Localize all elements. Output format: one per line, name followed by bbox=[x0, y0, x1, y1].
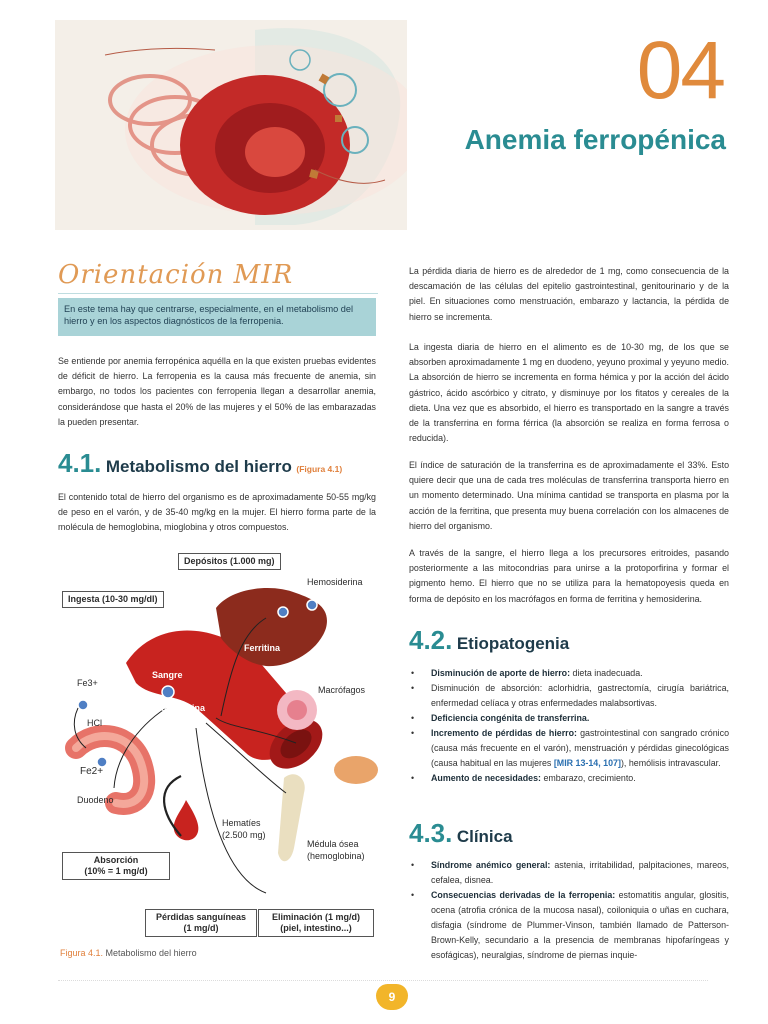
section-4-3-heading bbox=[409, 818, 513, 849]
label-ferritina: Ferritina bbox=[244, 643, 281, 653]
chapter-number: 04 bbox=[636, 25, 724, 116]
list-item: • Incremento de pérdidas de hierro: gastrointestinal con sangrado crónico (causa más frecuente en el varón), menstruación y pérdidas ginecológicas (causa habitual en las mujeres [MIR 13-14, 107]), hemólisis intravascular. bbox=[409, 726, 729, 771]
right-paragraph-3: El índice de saturación de la transferrina es de aproximadamente el 33%. Esto quiere decir que una de cada tres moléculas de transferrina transporta hierro en un momento determinado. Una mínima cantidad se transporta en plasma por la acción de la ferritina, que presenta muy buena correlación con los almacenes de hierro del organismo. bbox=[409, 460, 729, 531]
section-4-1-heading bbox=[58, 448, 342, 479]
list-item: • Aumento de necesidades: embarazo, crecimiento. bbox=[409, 771, 729, 786]
page-number-badge: 9 bbox=[376, 984, 408, 1010]
chapter-title: Anemia ferropénica bbox=[464, 124, 726, 155]
label-fe3: Fe3+ bbox=[77, 678, 98, 688]
list-item: • Síndrome anémico general: astenia, irritabilidad, palpitaciones, mareos, cefalea, disnea. bbox=[409, 858, 729, 888]
label-hematies: Hematíes (2.500 mg) bbox=[222, 818, 266, 840]
orientation-heading: Orientación MIR bbox=[58, 260, 294, 290]
section-title: Clínica bbox=[456, 827, 513, 846]
figure-caption bbox=[60, 948, 197, 958]
label-absorcion: Absorción (10% = 1 mg/d) bbox=[62, 852, 170, 880]
figure-reference: (Figura 4.1) bbox=[296, 464, 343, 474]
label-eliminacion: Eliminación (1 mg/d) (piel, intestino...) bbox=[258, 909, 374, 937]
right-paragraph-4: A través de la sangre, el hierro llega a los precursores eritroides, pasando posteriormente a las mitocondrias para unirse a la protoporfirina y formar el pigmento hemo. El hierro que no se utiliza para la hematopoyesis queda en forma de depósito en los macrófagos en forma de ferritina y hemosiderina. bbox=[409, 548, 729, 604]
label-duodeno: Duodeno bbox=[77, 795, 114, 805]
list-item: • Consecuencias derivadas de la ferropenia: estomatitis angular, glositis, ocena (atrofia crónica de la mucosa nasal), coiloniquia o uñas en cuchara, disfagia (síndrome de Plummer-Vinson, también llamado de Patterson-Brown-Kelly, secundario a la presencia de membranas hipofaríngeas y esofágicas), neuralgias, síndrome de piernas inquie- bbox=[409, 888, 729, 963]
label-macrofagos: Macrófagos bbox=[318, 685, 366, 695]
section-number: 4.1. bbox=[58, 448, 102, 478]
caption-text: Metabolismo del hierro bbox=[103, 948, 197, 958]
label-sangre: Sangre bbox=[152, 670, 183, 680]
section-number: 4.2. bbox=[409, 625, 453, 655]
orientation-divider bbox=[58, 293, 378, 294]
label-hcl: HCl bbox=[87, 718, 102, 728]
label-medula: Médula ósea (hemoglobina) bbox=[307, 839, 365, 861]
right-paragraph-2: La ingesta diaria de hierro en el alimento es de 10-30 mg, de los que se absorben aproximadamente 1 mg en duodeno, yeyuno proximal y yeyuno medio. La absorción de hierro se incrementa en forma hémica y por la acción del ácido gástrico, ácido ascórbico y citrato, y disminuye por los fitatos y cereales de la dieta. Una vez que es absorbido, el hierro es transportado en la sangre a través de la transferrina en forma férrica (la absorción se realiza en forma ferrosa o reducida). bbox=[409, 342, 729, 444]
mir-reference[interactable]: [MIR 13-14, 107] bbox=[553, 758, 621, 768]
list-item: • Disminución de absorción: aclorhidria, gastrectomía, cirugía bariátrica, enfermedad celíaca y otras enfermedades malabsortivas. bbox=[409, 681, 729, 711]
intro-paragraph: Se entiende por anemia ferropénica aquélla en la que existen pruebas evidentes de déficit de hierro. La ferropenia es la causa más frecuente de anemia, sin embargo, no todos los pacientes con ferropenia llegan a desarrollar anemia, considerándose que hasta el 20% de las mujeres y el 50% de las embarazadas la pueden presentar. bbox=[58, 356, 376, 427]
label-depositos: Depósitos (1.000 mg) bbox=[178, 553, 281, 570]
label-ingesta: Ingesta (10-30 mg/dl) bbox=[62, 591, 164, 608]
list-item: • Deficiencia congénita de transferrina. bbox=[409, 711, 729, 726]
section-number: 4.3. bbox=[409, 818, 453, 848]
section-title: Etiopatogenia bbox=[456, 634, 570, 653]
list-item: • Disminución de aporte de hierro: dieta inadecuada. bbox=[409, 666, 729, 681]
clinical-list bbox=[409, 858, 729, 963]
label-perdidas: Pérdidas sanguíneas (1 mg/d) bbox=[145, 909, 257, 937]
section-4-1-paragraph: El contenido total de hierro del organismo es de aproximadamente 50-55 mg/kg de peso en el varón, y de 35-40 mg/kg en la mujer. El hierro forma parte de la molécula de hemoglobina, mioglobina y otros compuestos. bbox=[58, 492, 376, 533]
caption-label: Figura 4.1. bbox=[60, 948, 104, 958]
label-fe2: Fe2+ bbox=[80, 766, 104, 777]
right-paragraph-1: La pérdida diaria de hierro es de alrededor de 1 mg, como consecuencia de la descamación de las células del epitelio gastrointestinal, genitourinario y de la piel. En situaciones como menstruación, embarazo y lactancia, la pérdida de hierro se incrementa. bbox=[409, 266, 729, 322]
label-transferrina: Transferrina bbox=[153, 703, 206, 713]
footer-divider bbox=[58, 980, 708, 982]
etiology-list bbox=[409, 666, 729, 786]
orientation-box: En este tema hay que centrarse, especialmente, en el metabolismo del hierro y en los aspectos diagnósticos de la ferropenia. bbox=[58, 298, 376, 336]
section-4-2-heading bbox=[409, 625, 569, 656]
hero-illustration bbox=[55, 20, 407, 230]
label-hemosiderina: Hemosiderina bbox=[307, 577, 363, 587]
section-title: Metabolismo del hierro bbox=[105, 457, 292, 476]
